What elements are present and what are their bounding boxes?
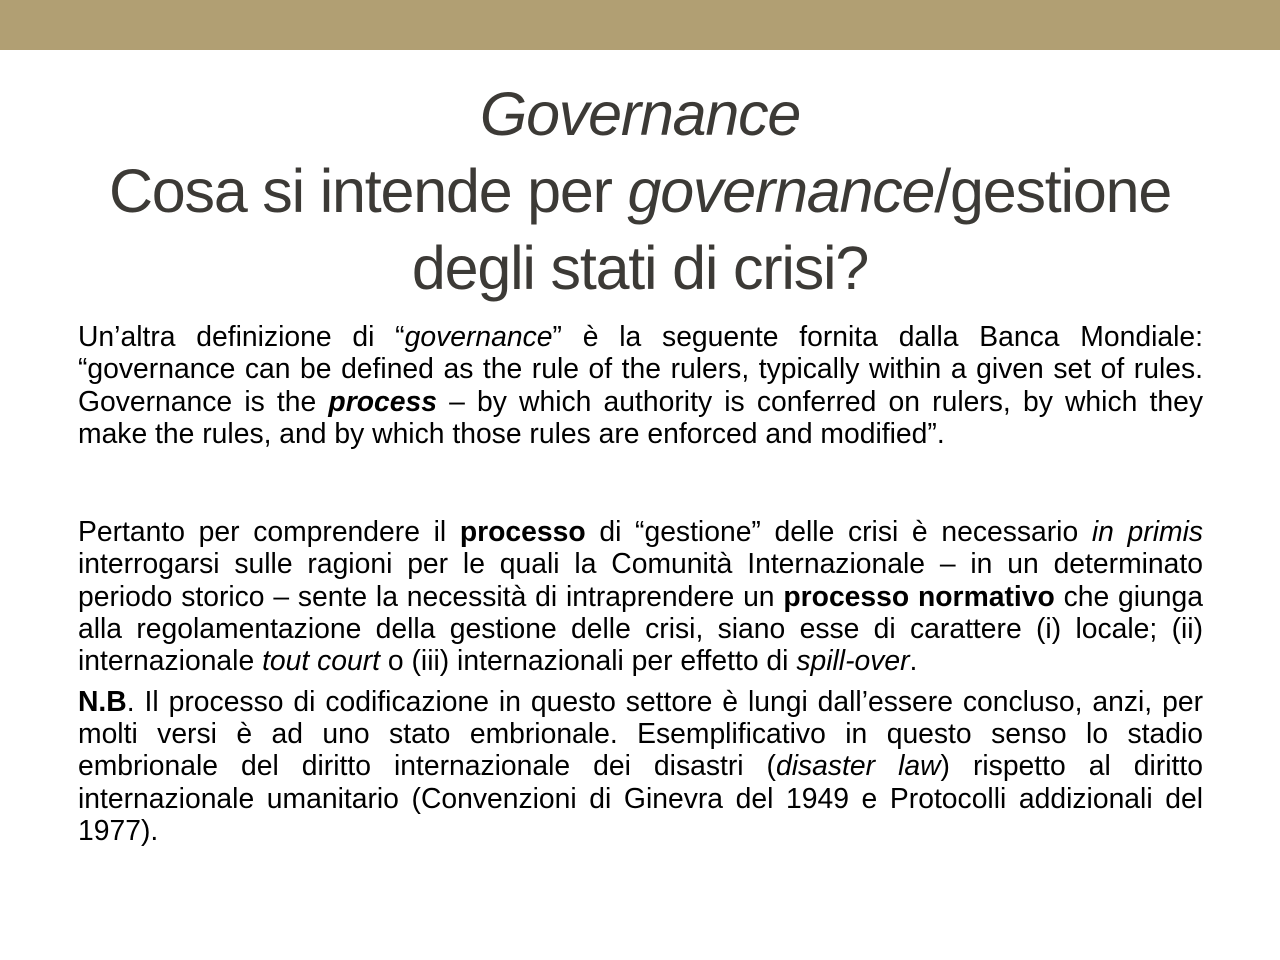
title-line-2: Cosa si intende per governance/gestione (108, 157, 1172, 225)
paragraph-world-bank-definition: Un’altra definizione di “governance” è la seguente fornita dalla Banca Mondiale: “governance can be defined as the rule of the rulers, typically within a given set of rules. Governance is the process – by which authority is conferred on rulers, by which they make the rules, and by which those rules are enforced and modified”. (78, 320, 1203, 449)
paragraph-crisis-management-process: Pertanto per comprendere il processo di “gestione” delle crisi è necessario in primis interrogarsi sulle ragioni per le quali la Comunità Internazionale – in un determinato periodo storico – sente la necessità di intraprendere un processo normativo che giunga alla regolamentazione della gestione delle crisi, siano esse di carattere (i) locale; (ii) internazionale tout court o (iii) internazionali per effetto di spill-over. (78, 515, 1204, 677)
title-line-3: degli stati di crisi? (411, 234, 869, 302)
slide-body (78, 320, 1203, 846)
top-accent-bar (0, 0, 1280, 50)
paragraph-nota-bene: N.B. Il processo di codificazione in questo settore è lungi dall’essere concluso, anzi, per molti versi è ad uno stato embrionale. Esemplificativo in questo senso lo stadio embrionale del diritto internazionale dei disastri (disaster law) rispetto al diritto internazionale umanitario (Convenzioni di Ginevra del 1949 e Protocolli addizionali del 1977). (78, 684, 1203, 846)
title-line-1: Governance (479, 80, 801, 148)
slide-title (40, 76, 1240, 307)
